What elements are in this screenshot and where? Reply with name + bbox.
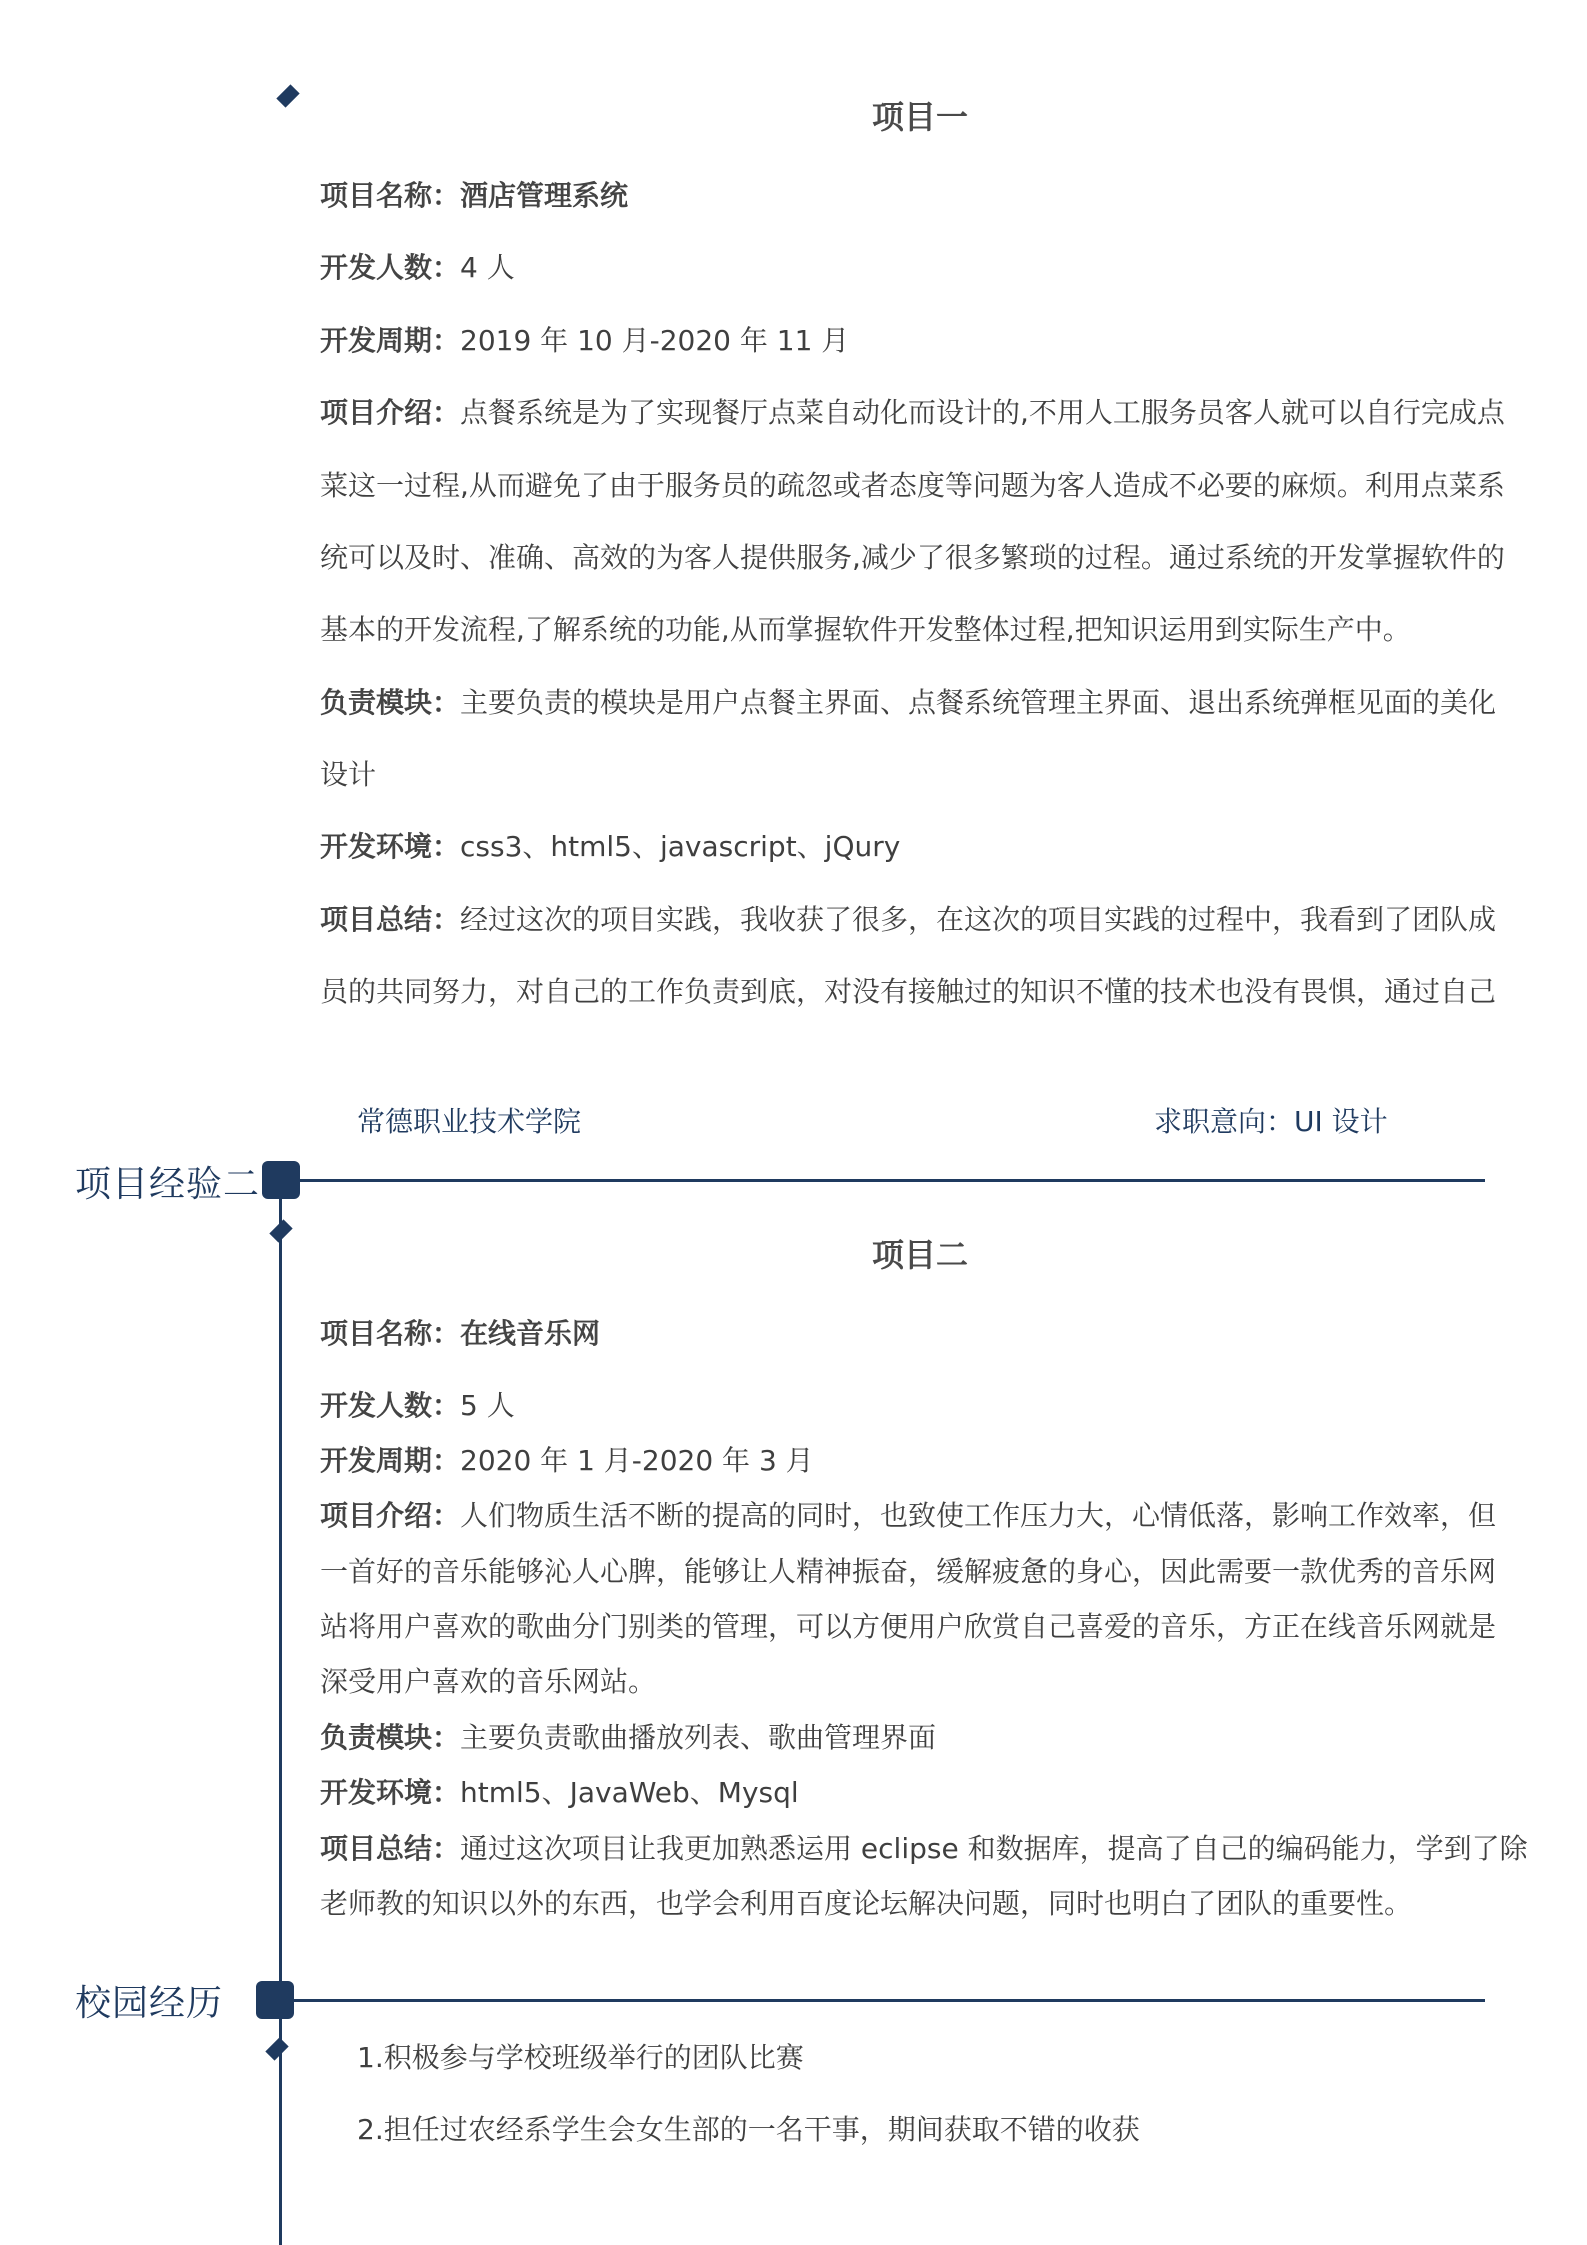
section-square-marker — [256, 1981, 294, 2019]
team-size-row — [320, 246, 515, 286]
responsible-module-value: 主要负责歌曲播放列表、歌曲管理界面 — [460, 1721, 937, 1754]
responsible-module-line: 设计 — [320, 758, 377, 791]
section-title-project-experience: 项目经验二 — [75, 1164, 261, 1205]
team-size-value: 4 人 — [460, 251, 515, 284]
project-intro-label: 项目介绍： — [320, 396, 461, 429]
dev-period-label: 开发周期： — [320, 324, 461, 357]
project-summary-label: 项目总结： — [320, 1832, 461, 1865]
project-intro-label: 项目介绍： — [320, 1499, 461, 1532]
project-intro-line — [320, 391, 1505, 431]
project-name-label: 项目名称： — [320, 1317, 461, 1350]
dev-environment-value: html5、JavaWeb、Mysql — [460, 1776, 799, 1809]
responsible-module-text: 主要负责的模块是用户点餐主界面、点餐系统管理主界面、退出系统弹框见面的美化 — [460, 686, 1497, 719]
project-summary-text: 经过这次的项目实践，我收获了很多，在这次的项目实践的过程中，我看到了团队成 — [460, 903, 1497, 936]
job-intention: 求职意向：UI 设计 — [1154, 1105, 1388, 1138]
project-intro-line — [320, 1494, 1496, 1534]
team-size-row — [320, 1384, 515, 1424]
timeline-diamond-marker — [276, 84, 299, 107]
campus-item: 1.积极参与学校班级举行的团队比赛 — [357, 2041, 804, 2074]
project-intro-line: 统可以及时、准确、高效的为客人提供服务,减少了很多繁琐的过程。通过系统的开发掌握软件的 — [320, 541, 1505, 574]
school-name: 常德职业技术学院 — [357, 1105, 582, 1138]
project-summary-line — [320, 1827, 1528, 1867]
project-two-title: 项目二 — [871, 1236, 968, 1274]
project-intro-line: 菜这一过程,从而避免了由于服务员的疏忽或者态度等问题为客人造成不必要的麻烦。利用点菜系 — [320, 469, 1505, 502]
team-size-label: 开发人数： — [320, 251, 461, 284]
team-size-label: 开发人数： — [320, 1389, 461, 1422]
section-title-campus-experience: 校园经历 — [75, 1983, 224, 2024]
campus-item: 2.担任过农经系学生会女生部的一名干事，期间获取不错的收获 — [357, 2113, 1140, 2146]
project-intro-text: 人们物质生活不断的提高的同时，也致使工作压力大，心情低落，影响工作效率，但 — [460, 1499, 1497, 1532]
timeline-diamond-marker — [269, 1219, 292, 1242]
dev-environment-label: 开发环境： — [320, 1776, 461, 1809]
team-size-value: 5 人 — [460, 1389, 515, 1422]
dev-environment-label: 开发环境： — [320, 830, 461, 863]
project-intro-text: 点餐系统是为了实现餐厅点菜自动化而设计的,不用人工服务员客人就可以自行完成点 — [460, 396, 1505, 429]
dev-period-value: 2019 年 10 月-2020 年 11 月 — [460, 324, 850, 357]
project-one-details — [320, 174, 1505, 1014]
section-divider-line — [300, 1179, 1485, 1182]
dev-environment-row — [320, 1771, 799, 1811]
project-intro-line: 基本的开发流程,了解系统的功能,从而掌握软件开发整体过程,把知识运用到实际生产中。 — [320, 613, 1411, 646]
project-name-row — [320, 1312, 600, 1352]
project-intro-line: 一首好的音乐能够沁人心脾，能够让人精神振奋，缓解疲惫的身心，因此需要一款优秀的音乐网 — [320, 1555, 1497, 1588]
project-summary-text: 通过这次项目让我更加熟悉运用 eclipse 和数据库，提高了自己的编码能力，学到了除 — [460, 1832, 1528, 1865]
project-name-label: 项目名称： — [320, 179, 461, 212]
responsible-module-line — [320, 681, 1496, 721]
project-intro-line: 深受用户喜欢的音乐网站。 — [320, 1665, 657, 1698]
timeline-diamond-marker — [265, 2037, 288, 2060]
responsible-module-label: 负责模块： — [320, 686, 461, 719]
project-name-value: 在线音乐网 — [460, 1317, 601, 1350]
responsible-module-row — [320, 1716, 936, 1756]
dev-period-row — [320, 1439, 814, 1479]
project-summary-line: 员的共同努力，对自己的工作负责到底，对没有接触过的知识不懂的技术也没有畏惧，通过自己 — [320, 975, 1497, 1008]
timeline-vertical-line — [279, 1182, 282, 2245]
dev-period-value: 2020 年 1 月-2020 年 3 月 — [460, 1444, 814, 1477]
dev-period-row — [320, 319, 849, 359]
project-one-title: 项目一 — [871, 98, 968, 136]
project-intro-line: 站将用户喜欢的歌曲分门别类的管理，可以方便用户欣赏自己喜爱的音乐，方正在线音乐网就是 — [320, 1610, 1497, 1643]
project-name-row — [320, 174, 628, 214]
project-name-value: 酒店管理系统 — [460, 179, 629, 212]
dev-period-label: 开发周期： — [320, 1444, 461, 1477]
project-summary-label: 项目总结： — [320, 903, 461, 936]
responsible-module-label: 负责模块： — [320, 1721, 461, 1754]
section-divider-line — [294, 1999, 1485, 2002]
project-summary-line: 老师教的知识以外的东西，也学会利用百度论坛解决问题，同时也明白了团队的重要性。 — [320, 1887, 1413, 1920]
dev-environment-value: css3、html5、javascript、jQury — [460, 830, 901, 863]
dev-environment-row — [320, 825, 900, 865]
project-two-details — [320, 1312, 1528, 1932]
project-summary-line — [320, 898, 1496, 938]
